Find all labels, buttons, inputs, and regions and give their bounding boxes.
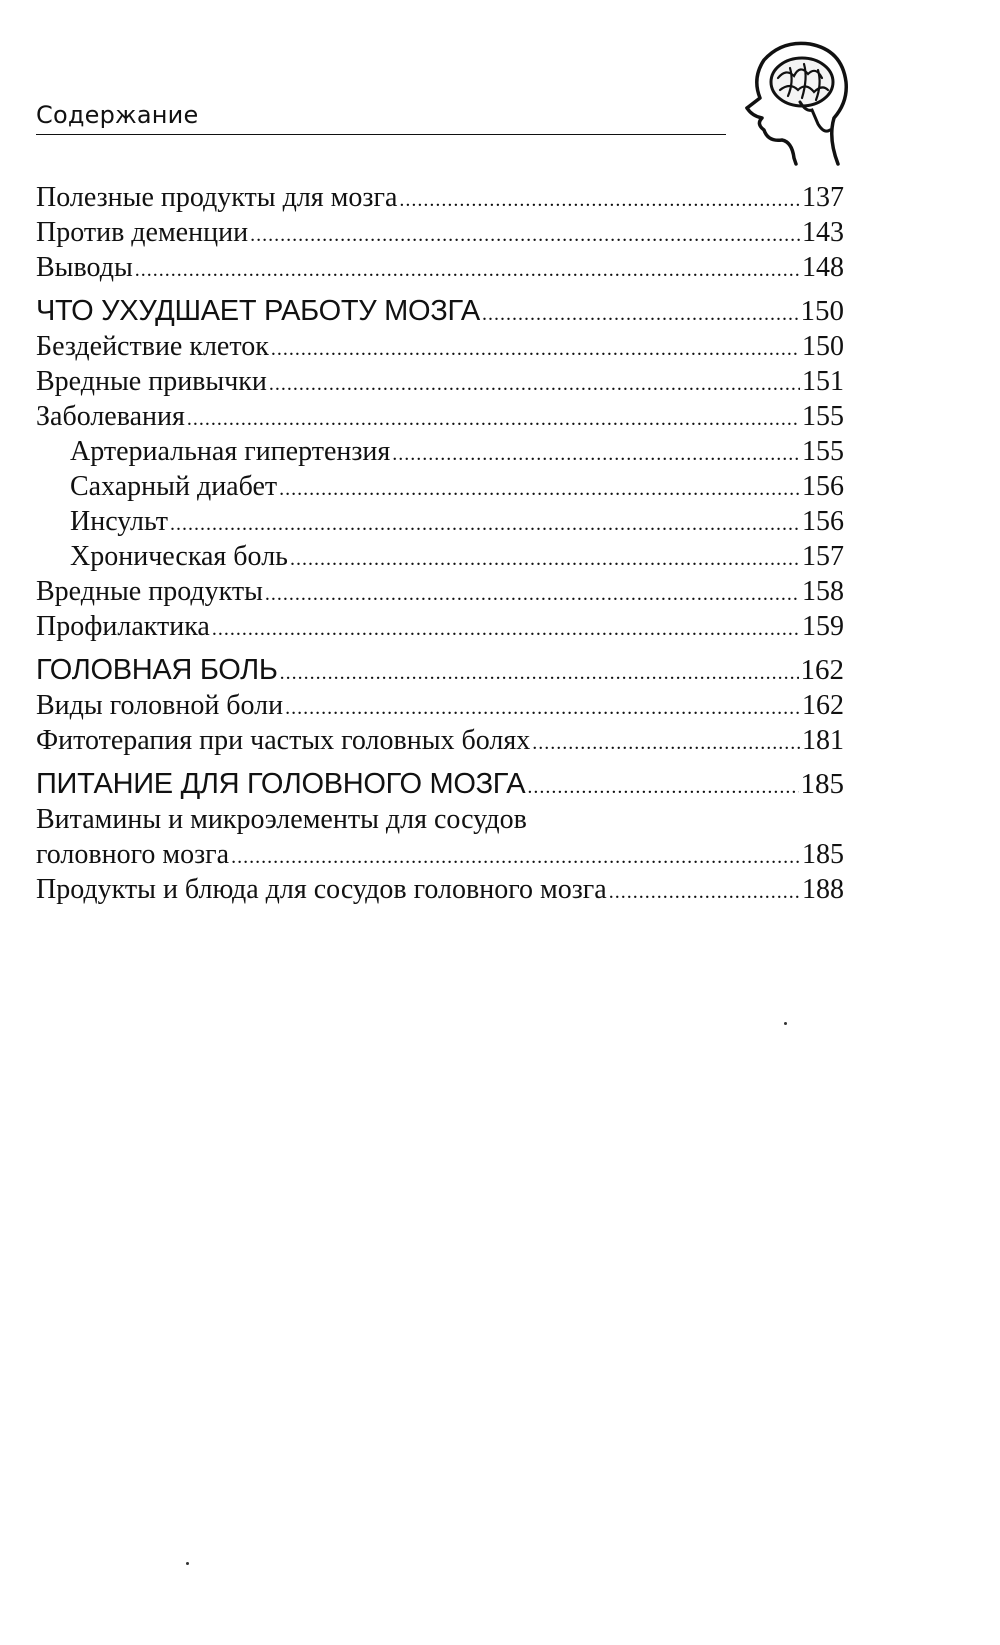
toc-entry-line-2[interactable]: [36, 837, 844, 872]
toc-subentry[interactable]: [36, 539, 844, 574]
toc-section-label: ПИТАНИЕ ДЛЯ ГОЛОВНОГО МОЗГА: [36, 768, 526, 800]
toc-entry[interactable]: [36, 609, 844, 644]
toc-entry-label: Фитотерапия при частых головных болях: [36, 725, 531, 756]
toc-entry-label: Полезные продукты для мозга: [36, 182, 398, 213]
toc-entry-label: Вредные продукты: [36, 576, 263, 607]
dot-leader: [392, 444, 800, 464]
toc-entry-line-1[interactable]: [36, 802, 844, 837]
toc-entry[interactable]: [36, 329, 844, 364]
dot-leader: [527, 777, 798, 797]
dot-leader: [279, 479, 800, 499]
dot-leader: [285, 698, 800, 718]
toc-entry-page: 137: [802, 182, 844, 213]
toc-entry-label: Хроническая боль: [70, 541, 288, 572]
toc-entry-page: 185: [800, 768, 844, 800]
dot-leader: [135, 260, 800, 280]
scan-speck: [784, 1022, 787, 1025]
toc-entry-page: 162: [800, 654, 844, 686]
head-brain-icon: [742, 38, 852, 178]
toc-entry[interactable]: [36, 250, 844, 285]
toc-entry-page: 158: [802, 576, 844, 607]
toc-section[interactable]: [36, 293, 844, 329]
dot-leader: [250, 225, 800, 245]
scan-speck: [186, 1562, 189, 1565]
toc-entry[interactable]: [36, 872, 844, 907]
dot-leader: [170, 514, 800, 534]
toc-entry-page: 156: [802, 506, 844, 537]
toc-entry-label: Инсульт: [70, 506, 168, 537]
page-header: [36, 98, 726, 135]
toc-entry-page: 159: [802, 611, 844, 642]
toc-subentry[interactable]: [36, 434, 844, 469]
toc-subentry[interactable]: [36, 504, 844, 539]
toc-subentry[interactable]: [36, 469, 844, 504]
dot-leader: [609, 882, 800, 902]
page-title: Содержание: [36, 101, 199, 129]
toc-section[interactable]: [36, 766, 844, 802]
dot-leader: [290, 549, 800, 569]
toc-entry-label: Выводы: [36, 252, 133, 283]
toc-entry-page: 155: [802, 436, 844, 467]
dot-leader: [280, 663, 799, 683]
toc-section-label: ЧТО УХУДШАЕТ РАБОТУ МОЗГА: [36, 295, 480, 327]
toc-entry[interactable]: [36, 180, 844, 215]
toc-section-label: ГОЛОВНАЯ БОЛЬ: [36, 654, 278, 686]
toc-entry-label: Против деменции: [36, 217, 249, 248]
toc-entry-label: Бездействие клеток: [36, 331, 269, 362]
toc-entry-label: Артериальная гипертензия: [70, 436, 391, 467]
toc-entry[interactable]: [36, 364, 844, 399]
toc-entry-page: 185: [802, 839, 844, 870]
toc-section[interactable]: [36, 652, 844, 688]
toc-entry-page: 150: [800, 295, 844, 327]
toc-entry-label: Вредные привычки: [36, 366, 267, 397]
dot-leader: [231, 847, 800, 867]
toc-entry-page: 151: [802, 366, 844, 397]
toc-entry-page: 155: [802, 401, 844, 432]
dot-leader: [532, 733, 800, 753]
table-of-contents: [36, 180, 844, 907]
toc-entry-page: 150: [802, 331, 844, 362]
toc-entry-label: Заболевания: [36, 401, 185, 432]
toc-entry[interactable]: [36, 688, 844, 723]
toc-entry-page: 148: [802, 252, 844, 283]
dot-leader: [482, 304, 799, 324]
header-rule: [36, 134, 726, 135]
toc-entry-label: Сахарный диабет: [70, 471, 278, 502]
toc-entry-label: Виды головной боли: [36, 690, 284, 721]
toc-entry[interactable]: [36, 215, 844, 250]
toc-entry-label: Витамины и микроэлементы для сосудов: [36, 804, 527, 835]
toc-entry-label: Профилактика: [36, 611, 210, 642]
toc-entry-page: 188: [802, 874, 844, 905]
dot-leader: [187, 409, 800, 429]
toc-entry-page: 181: [802, 725, 844, 756]
dot-leader: [269, 374, 800, 394]
toc-entry[interactable]: [36, 399, 844, 434]
dot-leader: [265, 584, 800, 604]
toc-entry-page: 143: [802, 217, 844, 248]
toc-entry-page: 157: [802, 541, 844, 572]
dot-leader: [212, 619, 800, 639]
dot-leader: [271, 339, 800, 359]
toc-entry-label: Продукты и блюда для сосудов головного мозга: [36, 874, 607, 905]
toc-entry[interactable]: [36, 723, 844, 758]
toc-entry-page: 162: [802, 690, 844, 721]
toc-entry-label: головного мозга: [36, 839, 230, 870]
toc-entry-page: 156: [802, 471, 844, 502]
toc-entry[interactable]: [36, 574, 844, 609]
dot-leader: [399, 190, 800, 210]
